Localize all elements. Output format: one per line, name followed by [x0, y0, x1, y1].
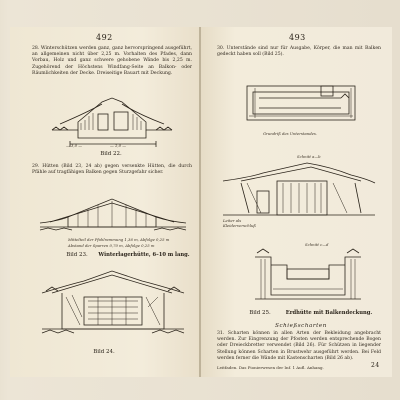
right-paragraph-30: 30. Unterstände sind nur für Ausgabe, Körper, die man mit Balken gedeckt haben soll (Bild 25).	[217, 46, 381, 58]
figure-23-title: Winterlagerhütte, 6–10 m lang.	[98, 252, 190, 258]
figure-23-note-2: Abstand der Sparren 0,70 m, Abfolge 0,25 m	[68, 243, 155, 248]
footer-number: 24	[371, 362, 380, 369]
figure-22-dimension-a: — 3,0 —	[66, 143, 83, 148]
section-ab-label: Schnitt a—b	[297, 154, 321, 159]
figure-25-section-cd	[253, 245, 363, 305]
right-page	[201, 27, 392, 377]
page-footer: Leitfaden. Das Pionierwesen der Inf. 1 Aufl. Anhang.	[217, 365, 324, 370]
ladder-label: Leiter als Kleiderverschluß	[223, 218, 256, 228]
left-page-number: 492	[96, 33, 113, 42]
figure-22-dimension-b: — 2,0 —	[110, 143, 127, 148]
figure-25-title: Erdhütte mit Balkendeckung.	[285, 310, 373, 316]
right-paragraph-31: 31. Scharten können in allen Arten der Bekleidung angebracht werden. Zur Eingrenzung der Pfosten werden entsprechende Bogen oder Dreieckbretter verwendet (Bild 26). Für Schützen in liegender Stellung können Scharten in Brustwehr ausgeführt werden. Bei Feld werden ferner die Wände mit Kastenscharten (Bild 26 ab).	[217, 331, 381, 361]
figure-24-hut	[38, 267, 188, 347]
figure-25-ground-plan	[241, 82, 361, 124]
figure-23-caption: Bild 23.	[66, 252, 88, 258]
left-paragraph-28: 28. Winterschützen werden ganz, ganz hervorspringend ausgeführt, an allgemeinen nicht über 2,25 m. Vorhalten des Pfades, dann Vorbau, Holz und ganz schwere gehobene Wände bis 2,25 m. Zugehörend der Höchstens Windfang-Seite an Balkon- oder Räumlichkeiten der Decke. Dreiseitige Bauart mit Deckung.	[32, 46, 192, 76]
figure-23-note-1: Mittelteil der Pfahlrammung 1,36 m, Abfolge 0,25 m	[68, 237, 170, 242]
ground-plan-label: Grundriß des Unterstandes.	[263, 131, 318, 136]
section-cd-label: Schnitt c—d	[305, 242, 329, 247]
right-page-number: 493	[289, 33, 306, 42]
figure-25-caption: Bild 25.	[249, 310, 271, 316]
left-page	[10, 27, 199, 377]
left-paragraph-29: 29. Hütten (Bild 23, 24 ab) gegen versenkte Hütten, die durch Pfähle auf tragfähigen Balken gegen Sturzgefahr sicher.	[32, 164, 192, 176]
figure-23-winter-hut	[38, 195, 188, 233]
section-heading: Schießscharten	[275, 323, 327, 329]
figure-24-caption: Bild 24.	[93, 349, 115, 355]
figure-22-caption: Bild 22.	[100, 151, 122, 157]
figure-25-section-ab	[221, 157, 377, 221]
